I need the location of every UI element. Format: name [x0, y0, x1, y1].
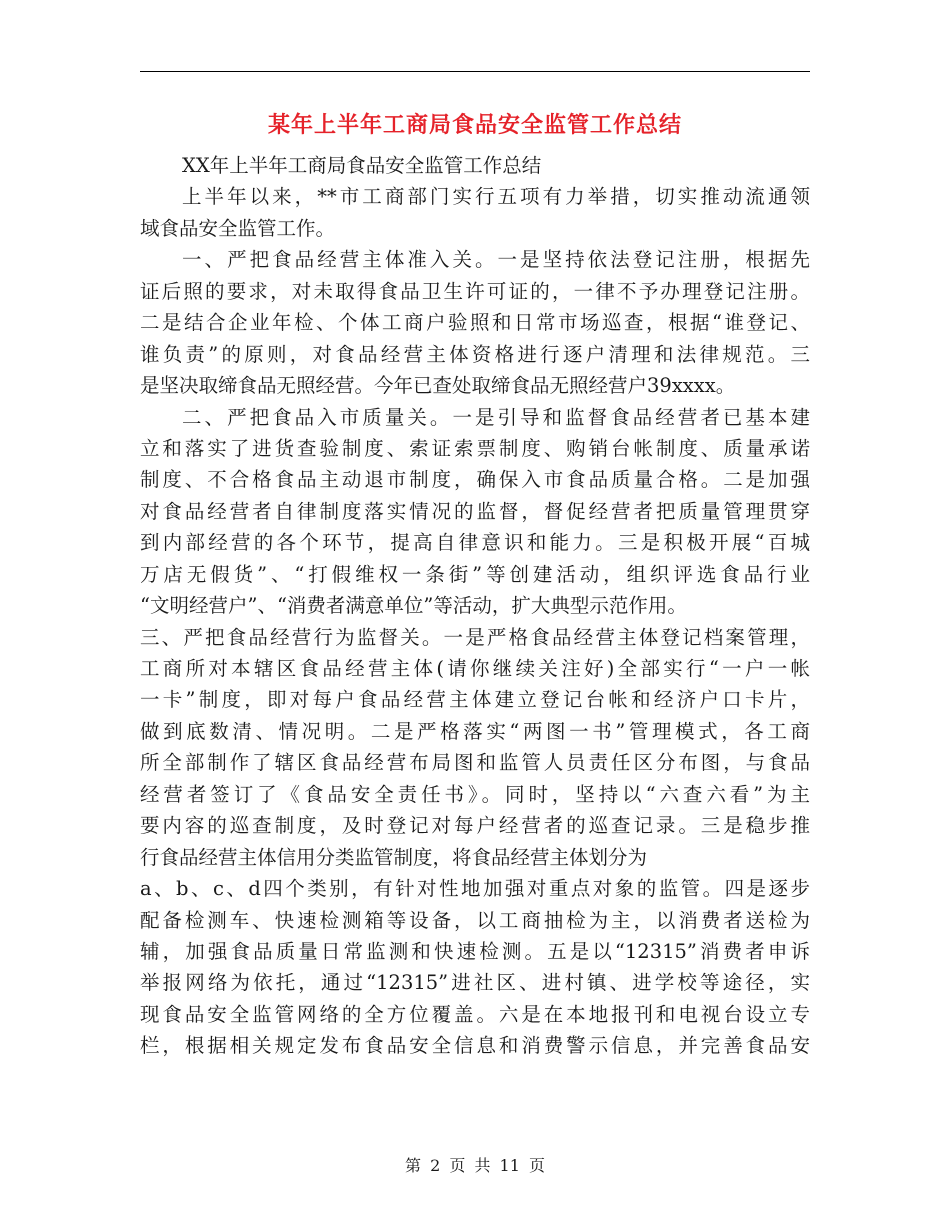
- body-line: “文明经营户”、“消费者满意单位”等活动，扩大典型示范作用。: [140, 594, 687, 618]
- body-line: XX年上半年工商局食品安全监管工作总结: [182, 154, 542, 177]
- body-line: 所全部制作了辖区食品经营布局图和监管人员责任区分布图，与食品: [140, 751, 810, 775]
- page-number: 第 2 页 共 11 页: [405, 1156, 545, 1175]
- body-line: 辅，加强食品质量日常监测和快速检测。五是以“12315”消费者申诉: [140, 939, 810, 963]
- body-line: 谁负责”的原则，对食品经营主体资格进行逐户清理和法律规范。三: [140, 342, 810, 366]
- body-line: 栏，根据相关规定发布食品安全信息和消费警示信息，并完善食品安: [140, 1034, 810, 1058]
- body-line: 一卡”制度，即对每户食品经营主体建立登记台帐和经济户口卡片，: [140, 688, 810, 712]
- body-line: 一、严把食品经营主体准入关。一是坚持依法登记注册，根据先: [182, 248, 810, 272]
- body-line: 经营者签订了《食品安全责任书》。同时，坚持以“六查六看”为主: [140, 782, 810, 806]
- body-line: 到内部经营的各个环节，提高自律意识和能力。三是积极开展“百城: [140, 531, 810, 555]
- body-line: 立和落实了进货查验制度、索证索票制度、购销台帐制度、质量承诺: [140, 436, 810, 460]
- body-line: a、b、c、d四个类别，有针对性地加强对重点对象的监管。四是逐步: [140, 877, 810, 901]
- document-body: [140, 150, 810, 1062]
- body-line: 证后照的要求，对未取得食品卫生许可证的，一律不予办理登记注册。: [140, 279, 810, 303]
- body-line: 上半年以来，**市工商部门实行五项有力举措，切实推动流通领: [182, 185, 810, 209]
- body-line: 举报网络为依托，通过“12315”进社区、进村镇、进学校等途径，实: [140, 971, 810, 995]
- body-line: 做到底数清、情况明。二是严格落实“两图一书”管理模式，各工商: [140, 719, 810, 743]
- header-rule: [140, 71, 810, 72]
- body-line: 三、严把食品经营行为监督关。一是严格食品经营主体登记档案管理，: [140, 625, 810, 649]
- body-line: 是坚决取缔食品无照经营。今年已查处取缔食品无照经营户39xxxx。: [140, 374, 736, 398]
- body-line: 域食品安全监管工作。: [140, 216, 336, 240]
- body-line: 对食品经营者自律制度落实情况的监督，督促经营者把质量管理贯穿: [140, 499, 810, 523]
- body-line: 工商所对本辖区食品经营主体(请你继续关注好)全部实行“一户一帐: [140, 657, 810, 680]
- document-title: 某年上半年工商局食品安全监管工作总结: [267, 113, 682, 138]
- body-line: 要内容的巡查制度，及时登记对每户经营者的巡查记录。三是稳步推: [140, 814, 810, 838]
- body-line: 配备检测车、快速检测箱等设备，以工商抽检为主，以消费者送检为: [140, 908, 810, 932]
- body-line: 二是结合企业年检、个体工商户验照和日常市场巡查，根据“谁登记、: [140, 311, 810, 335]
- body-line: 现食品安全监管网络的全方位覆盖。六是在本地报刊和电视台设立专: [140, 1002, 810, 1026]
- body-line: 二、严把食品入市质量关。一是引导和监督食品经营者已基本建: [182, 405, 810, 429]
- body-line: 行食品经营主体信用分类监管制度，将食品经营主体划分为: [140, 845, 648, 869]
- body-line: 制度、不合格食品主动退市制度，确保入市食品质量合格。二是加强: [140, 468, 810, 492]
- body-line: 万店无假货”、“打假维权一条街”等创建活动，组织评选食品行业: [140, 562, 810, 586]
